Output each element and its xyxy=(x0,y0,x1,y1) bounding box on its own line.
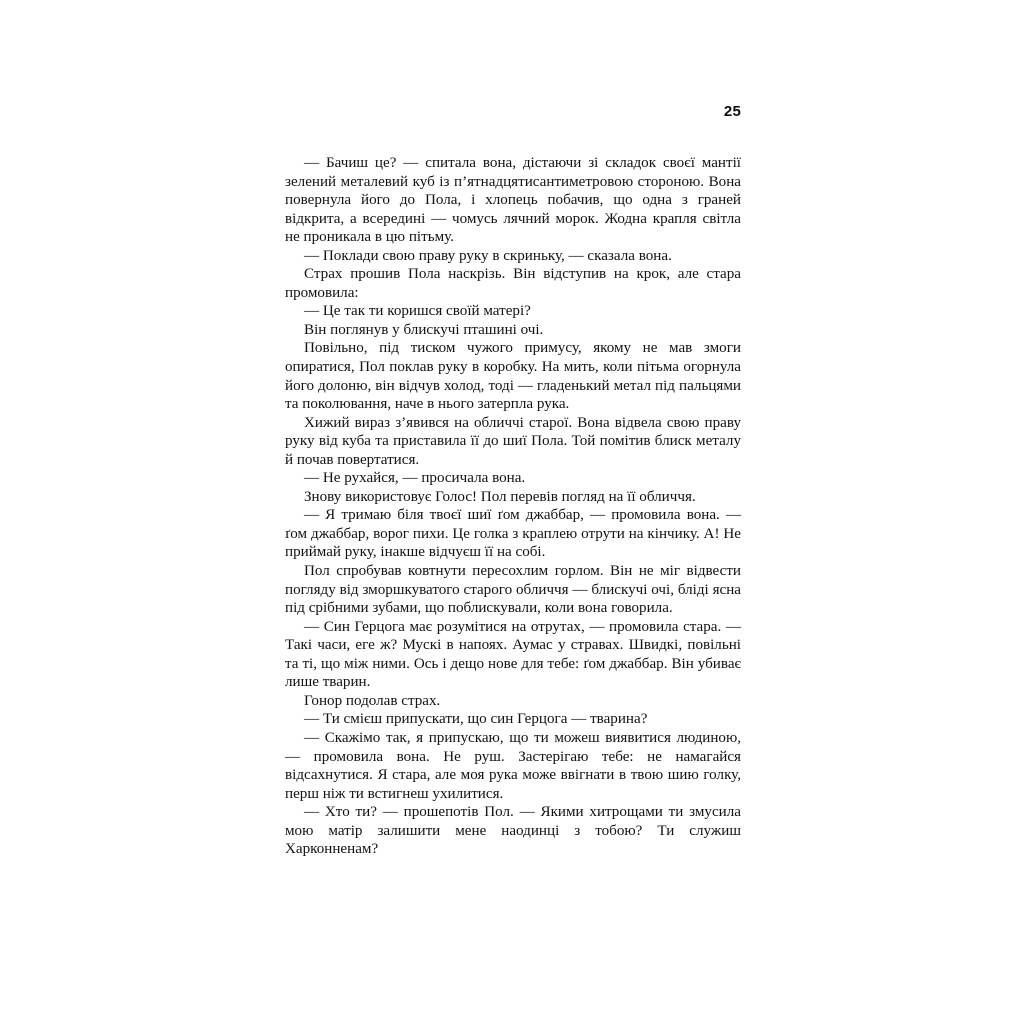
body-paragraph: Він поглянув у блискучі пташині очі. xyxy=(304,321,544,338)
body-paragraph: Хижий вираз з’явився на обличчі старої. Вона відвела свою праву руку від куба та приставила її до шиї Пола. Той помітив блиск металу й почав повертатися. xyxy=(285,414,741,468)
body-paragraph: — Ти смієш припускати, що син Герцога — тварина? xyxy=(304,711,648,728)
body-paragraph: — Це так ти коришся своїй матері? xyxy=(304,303,531,320)
body-paragraph: — Поклади свою праву руку в скриньку, — сказала вона. xyxy=(304,247,672,264)
body-paragraph: Гонор подолав страх. xyxy=(304,692,441,709)
body-paragraph: — Бачиш це? — спитала вона, дістаючи зі складок своєї мантії зелений металевий куб із п’ятнадцятисантиметровою стороною. Вона повернула його до Пола, і хлопець побачив, що одна з граней відкрита, а всередині — чомусь лячний морок. Жодна крапля світла не проникала в цю пітьму. xyxy=(285,155,741,246)
body-paragraph: Страх прошив Пола наскрізь. Він відступив на крок, але стара промовила: xyxy=(285,266,741,301)
body-paragraph: — Я тримаю біля твоєї шиї ґом джаббар, — промовила вона. — ґом джаббар, ворог пихи. Це голка з краплею отрути на кінчику. А! Не приймай руку, інакше відчуєш її на собі. xyxy=(285,507,741,561)
body-text-block xyxy=(285,154,741,859)
body-paragraph: — Не рухайся, — просичала вона. xyxy=(304,470,526,487)
body-paragraph: Повільно, під тиском чужого примусу, якому не мав змоги опиратися, Пол поклав руку в коробку. На мить, коли пітьма огорнула його долоню, він відчув холод, тоді — гладенький метал під пальцями та поколювання, наче в нього затерпла рука. xyxy=(285,340,741,413)
body-paragraph: Знову використовує Голос! Пол перевів погляд на її обличчя. xyxy=(304,488,696,505)
body-paragraph: — Син Герцога має розумітися на отрутах, — промовила стара. — Такі часи, еге ж? Мускі в напоях. Аумас у стравах. Швидкі, повільні та ті, що між ними. Ось і дещо нове для тебе: ґом джаббар. Він убиває лише тварин. xyxy=(285,618,741,691)
page-number: 25 xyxy=(723,103,741,120)
body-paragraph: — Скажімо так, я припускаю, що ти можеш виявитися людиною, — промовила вона. Не руш. Застерігаю тебе: не намагайся відсахнутися. Я стара, але моя рука може ввігнати в твою шию голку, перш ніж ти встигнеш ухилитися. xyxy=(285,729,741,802)
body-paragraph: — Хто ти? — прошепотів Пол. — Якими хитрощами ти змусила мою матір залишити мене наодинці з тобою? Ти служиш Харконненам? xyxy=(285,804,741,858)
body-paragraph: Пол спробував ковтнути пересохлим горлом. Він не міг відвести погляду від зморшкуватого старого обличчя — блискучі очі, бліді ясна під срібними зубами, що поблискували, коли вона говорила. xyxy=(285,563,741,617)
